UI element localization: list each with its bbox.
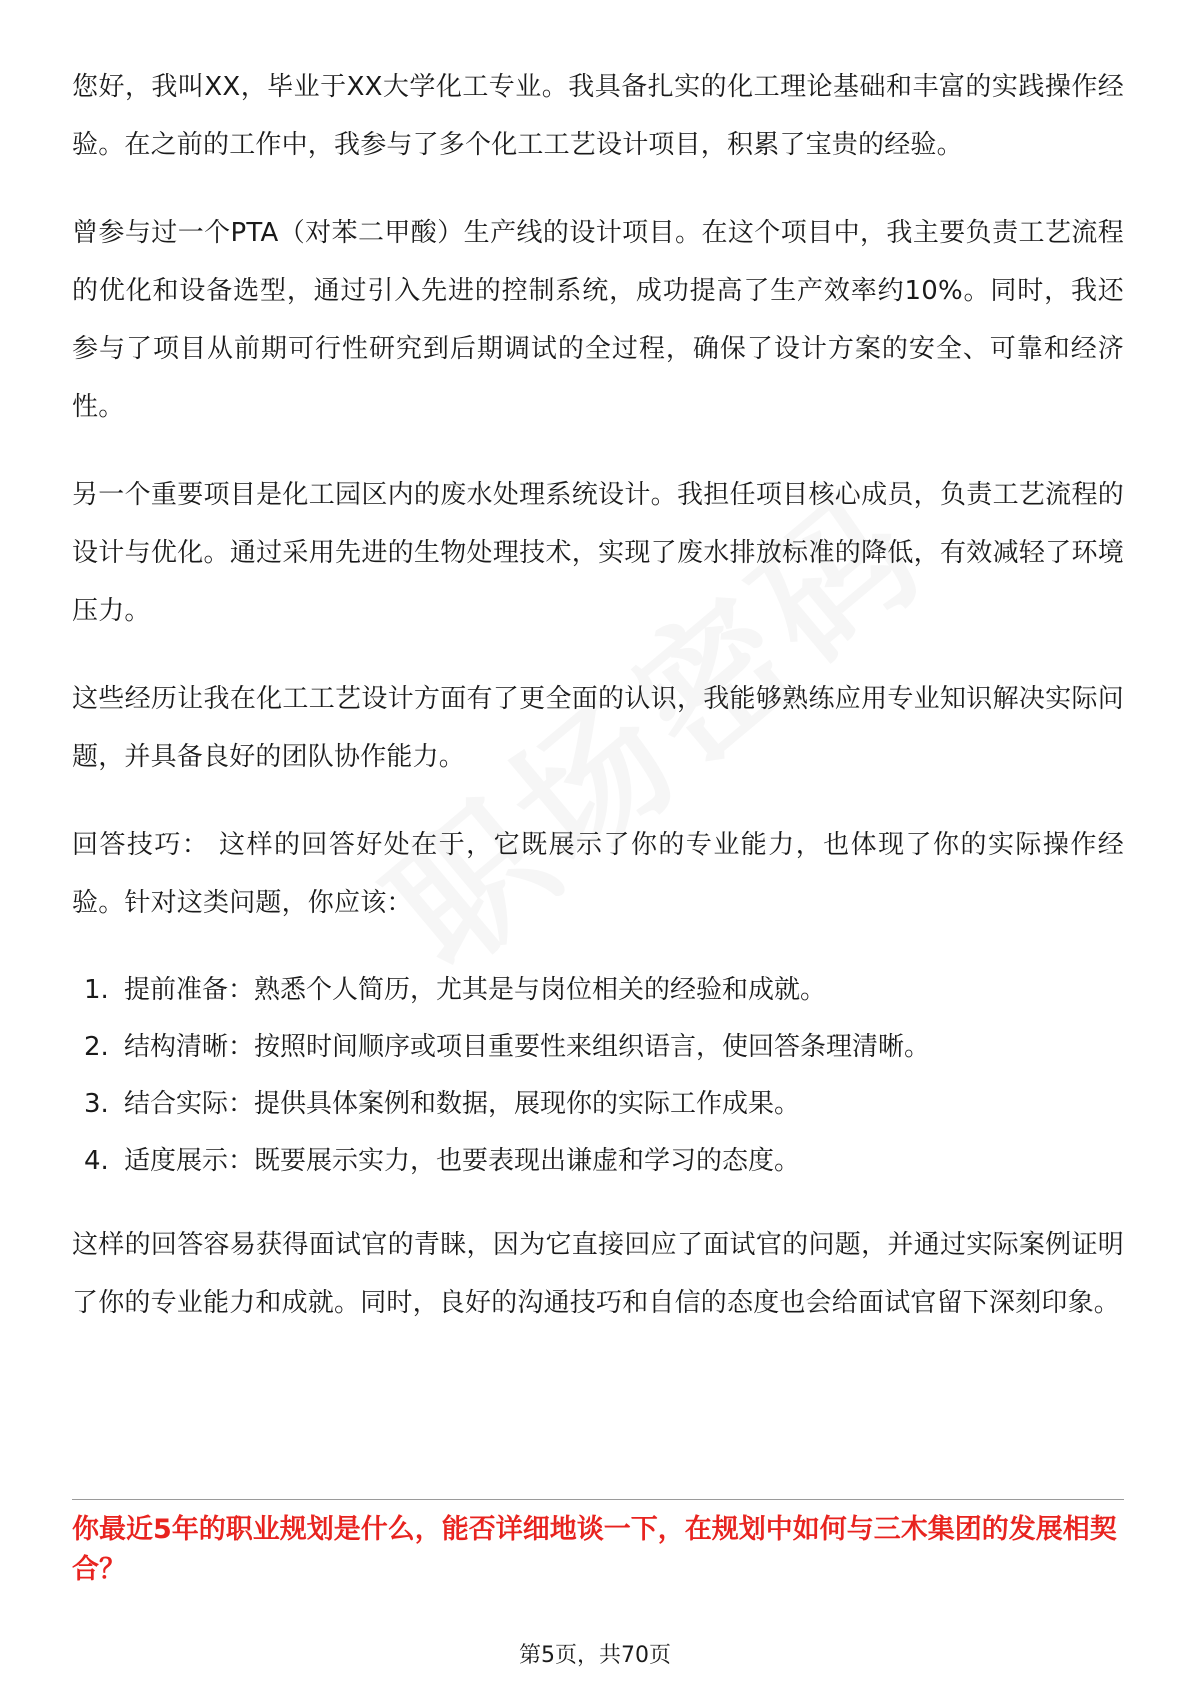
list-number: 4. xyxy=(84,1146,109,1176)
list-text: 适度展示：既要展示实力，也要表现出谦虚和学习的态度。 xyxy=(124,1146,801,1176)
list-text: 提前准备：熟悉个人简历，尤其是与岗位相关的经验和成就。 xyxy=(124,975,827,1005)
list-item xyxy=(72,962,1124,1019)
list-text: 结合实际：提供具体案例和数据，展现你的实际工作成果。 xyxy=(124,1089,801,1119)
list-number: 2. xyxy=(84,1032,109,1062)
list-item xyxy=(72,1076,1124,1133)
next-question-heading: 你最近5年的职业规划是什么，能否详细地谈一下，在规划中如何与三木集团的发展相契合？ xyxy=(72,1514,1117,1585)
wastewater-project-paragraph: 另一个重要项目是化工园区内的废水处理系统设计。我担任项目核心成员，负责工艺流程的设计与优化。通过采用先进的生物处理技术，实现了废水排放标准的降低，有效减轻了环境压力。 xyxy=(72,480,1124,626)
closing-paragraph: 这样的回答容易获得面试官的青睐，因为它直接回应了面试官的问题，并通过实际案例证明了你的专业能力和成就。同时，良好的沟通技巧和自信的态度也会给面试官留下深刻印象。 xyxy=(72,1230,1124,1318)
list-item xyxy=(72,1019,1124,1076)
list-number: 1. xyxy=(84,975,109,1005)
section-divider xyxy=(72,1499,1124,1500)
answer-tips-paragraph: 回答技巧： 这样的回答好处在于，它既展示了你的专业能力，也体现了你的实际操作经验。针对这类问题，你应该： xyxy=(72,830,1124,918)
intro-paragraph: 您好，我叫XX，毕业于XX大学化工专业。我具备扎实的化工理论基础和丰富的实践操作经验。在之前的工作中，我参与了多个化工工艺设计项目，积累了宝贵的经验。 xyxy=(72,72,1124,160)
summary-paragraph: 这些经历让我在化工工艺设计方面有了更全面的认识，我能够熟练应用专业知识解决实际问题，并具备良好的团队协作能力。 xyxy=(72,684,1124,772)
tips-list xyxy=(72,962,1124,1190)
list-number: 3. xyxy=(84,1089,109,1119)
answer-content xyxy=(72,58,1124,1362)
page-footer: 第5页，共70页 xyxy=(519,1643,671,1668)
list-item xyxy=(72,1133,1124,1190)
pta-project-paragraph: 曾参与过一个PTA（对苯二甲酸）生产线的设计项目。在这个项目中，我主要负责工艺流程的优化和设备选型，通过引入先进的控制系统，成功提高了生产效率约10%。同时，我还参与了项目从前期可行性研究到后期调试的全过程，确保了设计方案的安全、可靠和经济性。 xyxy=(72,218,1124,422)
list-text: 结构清晰：按照时间顺序或项目重要性来组织语言，使回答条理清晰。 xyxy=(124,1032,931,1062)
